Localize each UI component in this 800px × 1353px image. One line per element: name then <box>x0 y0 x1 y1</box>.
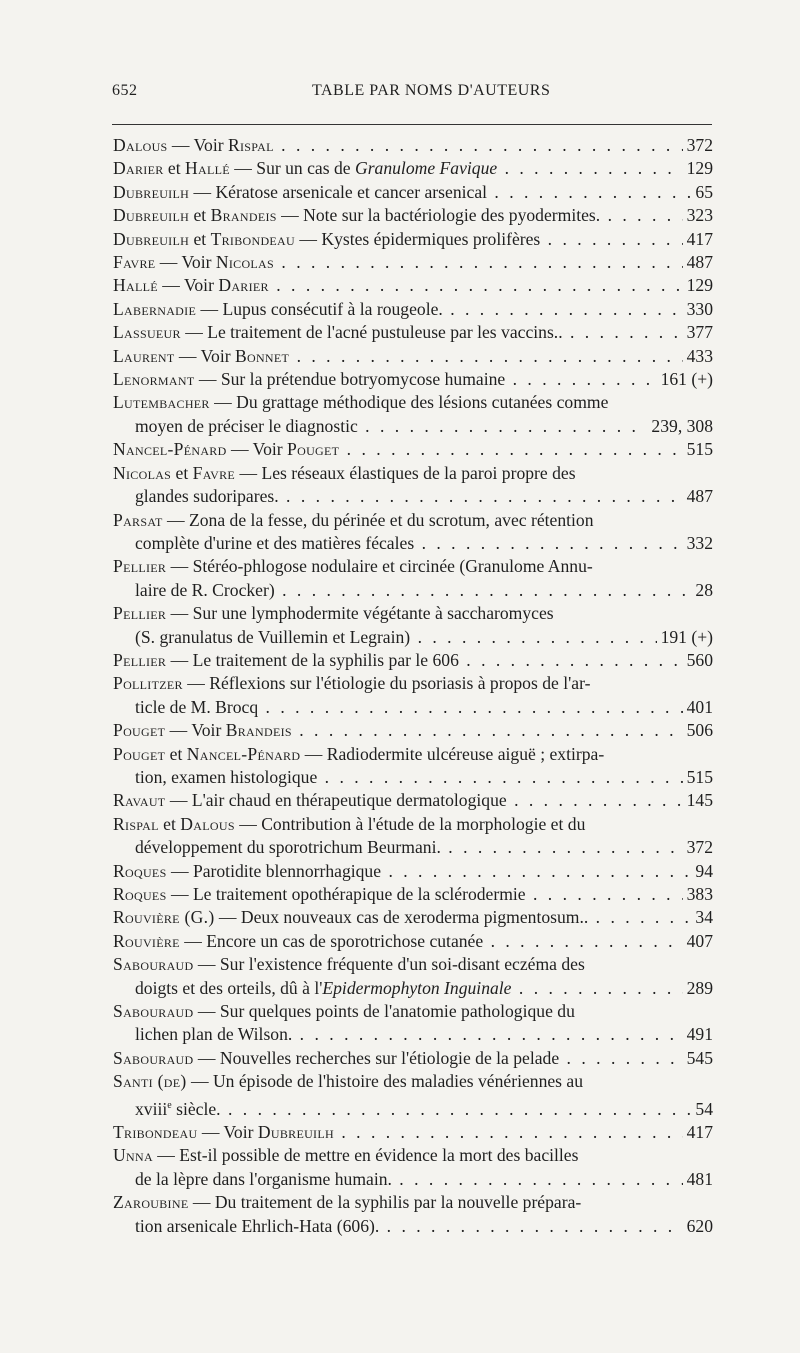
entry-line <box>113 953 713 976</box>
page-reference: 417 <box>686 1121 713 1142</box>
entry-text <box>135 1215 683 1238</box>
page-reference: 560 <box>686 649 713 670</box>
entry-line <box>113 672 713 695</box>
entry-line <box>113 883 713 906</box>
entry-text <box>113 181 691 204</box>
entry-line <box>113 438 713 461</box>
author-name: Dalous <box>180 813 235 834</box>
page-reference: 54 <box>695 1098 713 1119</box>
page-reference: 620 <box>686 1215 713 1236</box>
page-reference: 487 <box>686 252 713 273</box>
entry-text <box>113 954 585 974</box>
entry-line <box>113 1000 713 1023</box>
entry-title: — Encore un cas de sporotrichose cutanée <box>179 930 484 951</box>
entry-line <box>113 181 713 204</box>
page-reference: 491 <box>686 1024 713 1045</box>
entry-title: — Du grattage méthodique des lésions cutanées comme <box>209 392 609 413</box>
page-reference: 481 <box>686 1168 713 1189</box>
author-name: Dubreuilh <box>113 181 190 202</box>
entry-text <box>135 1023 683 1046</box>
index-entry <box>113 860 713 883</box>
page-reference: 145 <box>686 790 713 811</box>
author-name: Dubreuilh <box>113 228 190 249</box>
author-joiner: et <box>165 743 187 764</box>
entry-title: siècle. <box>171 1098 221 1119</box>
entry-line <box>113 1023 713 1046</box>
author-joiner: et <box>189 228 211 249</box>
entry-line <box>113 906 713 929</box>
page-reference: 407 <box>686 930 713 951</box>
entry-text <box>113 321 683 344</box>
author-name: Roques <box>113 860 167 881</box>
index-entry <box>113 813 713 860</box>
page-reference: 129 <box>686 275 713 296</box>
entry-line <box>113 813 713 836</box>
entry-text <box>113 134 683 157</box>
entry-title: moyen de préciser le diagnostic <box>135 415 358 436</box>
entry-line <box>113 1121 713 1144</box>
entry-text <box>113 930 683 953</box>
entry-line <box>113 1070 713 1093</box>
entry-title: — Voir <box>167 135 228 155</box>
page-reference: 545 <box>686 1047 713 1068</box>
author-name: Labernadie <box>113 298 197 319</box>
entry-line <box>113 134 713 157</box>
page-reference: 515 <box>686 766 713 787</box>
entry-title: — Voir <box>174 345 235 366</box>
index-entry <box>113 204 713 227</box>
entry-title: — Réflexions sur l'étiologie du psoriasis à propos de l'ar- <box>182 673 591 694</box>
entry-title: — Le traitement opothérapique de la sclérodermie <box>166 884 526 904</box>
entry-line <box>113 391 713 414</box>
entry-title: ticle de M. Brocq <box>135 696 259 717</box>
entry-text <box>113 556 593 576</box>
entry-title: (S. granulatus de Vuillemin et Legrain) <box>135 626 411 647</box>
entry-title: — Sur un cas de <box>229 158 355 179</box>
author-name: Santi (de) <box>113 1071 187 1092</box>
entry-text <box>113 345 683 368</box>
index-entry <box>113 391 713 438</box>
page-reference: 34 <box>695 907 713 928</box>
author-index-list <box>113 134 713 1238</box>
entry-text <box>113 883 683 906</box>
entry-text <box>113 438 683 461</box>
cross-reference: Rispal <box>227 135 274 155</box>
author-name: Roques <box>113 884 167 904</box>
author-name: Nancel-Pénard <box>186 743 301 764</box>
entry-title: — Lupus consécutif à la rougeole. <box>196 298 443 319</box>
author-name: Lenormant <box>113 369 195 390</box>
entry-title: — Du traitement de la syphilis par la nouvelle prépara- <box>188 1192 582 1213</box>
entry-title: — Deux nouveaux cas de xeroderma pigmentosum.. <box>214 907 589 928</box>
index-entry <box>113 1121 713 1144</box>
entry-line <box>113 532 713 555</box>
entry-title: — Sur une lymphodermite végétante à saccharomyces <box>166 603 554 624</box>
entry-text <box>113 1121 683 1144</box>
author-name: Lassueur <box>113 322 181 343</box>
entry-line <box>113 930 713 953</box>
author-joiner: et <box>171 462 193 483</box>
entry-line <box>113 1191 713 1214</box>
entry-title: — Le traitement de l'acné pustuleuse par les vaccins.. <box>180 322 563 343</box>
entry-line <box>113 345 713 368</box>
entry-text <box>113 744 604 764</box>
author-name: Rispal <box>113 813 159 834</box>
author-name: Pellier <box>113 556 167 577</box>
entry-line <box>113 743 713 766</box>
author-name: Brandeis <box>210 205 277 226</box>
index-entry <box>113 345 713 368</box>
entry-title: développement du sporotrichum Beurmani. <box>135 837 441 858</box>
entry-text <box>113 649 683 672</box>
author-name: Lutembacher <box>113 392 210 413</box>
cross-reference: Bonnet <box>234 345 290 366</box>
entry-line <box>113 228 713 251</box>
author-name: Pouget <box>113 743 166 764</box>
entry-line <box>113 579 713 602</box>
index-entry <box>113 906 713 929</box>
superscript: e <box>167 1099 172 1111</box>
cross-reference: Brandeis <box>225 720 292 741</box>
entry-title: — Zona de la fesse, du périnée et du scrotum, avec rétention <box>162 509 594 530</box>
page-reference: 129 <box>686 158 713 179</box>
index-entry <box>113 368 713 391</box>
entry-line <box>113 368 713 391</box>
entry-text <box>113 1001 575 1021</box>
entry-line <box>113 1047 713 1070</box>
header-rule <box>112 124 712 125</box>
entry-text <box>135 415 647 438</box>
entry-title-italic: Granulome Favique <box>354 158 498 179</box>
index-entry <box>113 157 713 180</box>
entry-text <box>113 906 691 929</box>
author-name: Tribondeau <box>113 1121 198 1142</box>
entry-line <box>113 649 713 672</box>
entry-title: lichen plan de Wilson. <box>135 1024 293 1045</box>
author-joiner: et <box>163 158 186 179</box>
page-reference: 94 <box>695 860 713 881</box>
entry-title: complète d'urine et des matières fécales <box>135 532 415 553</box>
entry-title: — Sur la prétendue botryomycose humaine <box>194 369 506 390</box>
entry-line <box>113 696 713 719</box>
page-reference: 372 <box>686 837 713 858</box>
author-joiner: et <box>158 813 181 834</box>
entry-title: — Voir <box>197 1121 258 1142</box>
entry-text <box>113 463 576 483</box>
entry-title: glandes sudoripares. <box>135 486 279 507</box>
entry-title-italic: Epidermophyton Inguinale <box>322 977 512 998</box>
author-name: Pouget <box>113 720 166 741</box>
page-reference: 332 <box>686 532 713 553</box>
entry-title: — Un épisode de l'histoire des maladies vénériennes au <box>186 1071 584 1092</box>
entry-text <box>113 1071 583 1091</box>
cross-reference: Pouget <box>287 439 340 460</box>
author-name: Nicolas <box>113 462 172 483</box>
entry-text <box>135 485 683 508</box>
index-entry <box>113 438 713 461</box>
entry-text <box>113 719 683 742</box>
page-reference: 487 <box>686 486 713 507</box>
entry-text <box>135 977 683 1000</box>
entry-line <box>113 719 713 742</box>
entry-text <box>135 766 683 789</box>
entry-line <box>113 204 713 227</box>
entry-title: — Nouvelles recherches sur l'étiologie de la pelade <box>193 1047 560 1068</box>
index-entry <box>113 181 713 204</box>
author-name: Hallé <box>185 158 230 179</box>
entry-text <box>113 204 683 227</box>
page-reference: 191 (+) <box>660 626 713 647</box>
entry-text <box>135 579 691 602</box>
index-entry <box>113 274 713 297</box>
author-name: Rouvière (G.) <box>113 907 215 928</box>
entry-title: — Voir <box>155 252 216 273</box>
entry-text <box>113 789 683 812</box>
author-name: Unna <box>113 1145 153 1166</box>
entry-title: — Contribution à l'étude de la morphologie et du <box>234 813 586 834</box>
entry-text <box>135 1094 691 1121</box>
entry-text <box>113 1192 581 1212</box>
entry-title: — Parotidite blennorrhagique <box>166 860 382 881</box>
page-reference: 239, 308 <box>651 415 713 436</box>
entry-text <box>113 860 691 883</box>
page-header <box>112 82 712 106</box>
page-reference: 515 <box>686 439 713 460</box>
author-name: Parsat <box>113 509 163 530</box>
entry-line <box>113 485 713 508</box>
entry-title: de la lèpre dans l'organisme humain. <box>135 1168 392 1189</box>
entry-text <box>135 836 683 859</box>
entry-line <box>113 789 713 812</box>
entry-text <box>113 603 554 623</box>
author-name: Tribondeau <box>210 228 295 249</box>
entry-line <box>113 251 713 274</box>
index-entry <box>113 555 713 602</box>
author-name: Nancel-Pénard <box>113 439 227 460</box>
page-reference: 289 <box>686 977 713 998</box>
page-reference: 433 <box>686 345 713 366</box>
page-reference: 417 <box>686 228 713 249</box>
entry-title: — L'air chaud en thérapeutique dermatologique <box>165 790 507 811</box>
author-name: Hallé <box>113 275 158 296</box>
entry-line <box>113 298 713 321</box>
entry-title: — Est-il possible de mettre en évidence la mort des bacilles <box>152 1145 579 1166</box>
entry-text <box>135 1168 683 1191</box>
entry-title: — Sur l'existence fréquente d'un soi-disant eczéma des <box>193 954 585 975</box>
page-reference: 372 <box>686 135 713 155</box>
author-name: Zaroubine <box>113 1192 189 1213</box>
entry-title: — Voir <box>165 720 226 741</box>
index-entry <box>113 298 713 321</box>
author-name: Pollitzer <box>113 673 183 694</box>
entry-line <box>113 1144 713 1167</box>
author-name: Pellier <box>113 649 167 670</box>
entry-text <box>113 1047 683 1070</box>
page-reference: 383 <box>686 884 713 904</box>
index-entry <box>113 719 713 742</box>
entry-title: laire de R. Crocker) <box>135 579 275 600</box>
author-name: Dubreuilh <box>113 205 190 226</box>
index-entry <box>113 134 713 157</box>
index-entry <box>113 930 713 953</box>
page-number: 652 <box>112 82 138 99</box>
entry-title: — Voir <box>157 275 219 296</box>
index-entry <box>113 883 713 906</box>
author-name: Dalous <box>113 135 168 155</box>
entry-line <box>113 462 713 485</box>
author-name: Pellier <box>113 603 167 624</box>
entry-line <box>113 157 713 180</box>
entry-text <box>135 532 683 555</box>
entry-title: tion arsenicale Ehrlich-Hata (606). <box>135 1215 380 1236</box>
page-reference: 161 (+) <box>660 369 713 390</box>
index-entry <box>113 743 713 790</box>
author-name: Favre <box>113 252 156 273</box>
entry-line <box>113 836 713 859</box>
entry-title: — Les réseaux élastiques de la paroi propre des <box>235 462 576 483</box>
entry-line <box>113 321 713 344</box>
author-name: Darier <box>113 158 164 179</box>
entry-title: — Le traitement de la syphilis par le 606 <box>166 649 459 670</box>
running-title: TABLE PAR NOMS D'AUTEURS <box>312 82 551 99</box>
entry-title: — Note sur la bactériologie des pyodermites. <box>276 205 601 226</box>
cross-reference: Dubreuilh <box>257 1121 334 1142</box>
entry-line <box>113 274 713 297</box>
entry-line <box>113 860 713 883</box>
page-reference: 28 <box>695 579 713 600</box>
entry-line <box>113 1094 713 1121</box>
author-name: Laurent <box>113 345 175 366</box>
index-entry <box>113 509 713 556</box>
entry-line <box>113 415 713 438</box>
entry-title: tion, examen histologique <box>135 766 318 787</box>
page-reference: 65 <box>695 181 713 202</box>
entry-text <box>113 228 683 251</box>
entry-text <box>135 626 657 649</box>
entry-text <box>113 510 594 530</box>
page-reference: 330 <box>686 298 713 319</box>
index-entry <box>113 1144 713 1191</box>
index-entry <box>113 649 713 672</box>
index-entry <box>113 1070 713 1121</box>
index-entry <box>113 602 713 649</box>
entry-title: — Sur quelques points de l'anatomie pathologique du <box>193 1001 575 1022</box>
entry-title: doigts et des orteils, dû à l' <box>135 977 323 998</box>
index-entry <box>113 321 713 344</box>
index-entry <box>113 251 713 274</box>
entry-text <box>135 696 683 719</box>
entry-title: — Kératose arsenicale et cancer arsenical <box>189 181 488 202</box>
author-name: Rouvière <box>113 930 180 951</box>
author-name: Sabouraud <box>113 954 194 975</box>
entry-text <box>113 368 657 391</box>
index-entry <box>113 1191 713 1238</box>
entry-text <box>113 157 683 180</box>
author-name: Favre <box>192 462 236 483</box>
entry-text <box>113 1145 578 1165</box>
index-entry <box>113 953 713 1000</box>
entry-title: — Kystes épidermiques prolifères <box>295 228 541 249</box>
author-name: Sabouraud <box>113 1001 194 1022</box>
index-entry <box>113 462 713 509</box>
index-entry <box>113 789 713 812</box>
page-reference: 323 <box>686 205 713 226</box>
entry-line <box>113 1215 713 1238</box>
entry-text <box>113 673 590 693</box>
entry-line <box>113 509 713 532</box>
cross-reference: Darier <box>218 275 269 296</box>
entry-text <box>113 251 683 274</box>
entry-line <box>113 602 713 625</box>
entry-line <box>113 1168 713 1191</box>
page-reference: 377 <box>686 322 713 343</box>
entry-line <box>113 977 713 1000</box>
entry-title: — Stéréo-phlogose nodulaire et circinée (Granulome Annu- <box>166 556 593 577</box>
index-entry <box>113 228 713 251</box>
entry-line <box>113 626 713 649</box>
entry-text <box>113 298 683 321</box>
entry-text <box>113 274 683 297</box>
entry-title: — Voir <box>226 439 288 460</box>
cross-reference: Nicolas <box>215 252 275 273</box>
author-joiner: et <box>189 205 211 226</box>
entry-title: — Radiodermite ulcéreuse aiguë ; extirpa- <box>300 743 605 764</box>
entry-title: xviii <box>135 1098 168 1119</box>
index-entry <box>113 1047 713 1070</box>
page-reference: 401 <box>686 696 713 717</box>
entry-line <box>113 766 713 789</box>
index-entry <box>113 1000 713 1047</box>
entry-line <box>113 555 713 578</box>
index-entry <box>113 672 713 719</box>
page-reference: 506 <box>686 720 713 741</box>
entry-text <box>113 392 608 412</box>
author-name: Sabouraud <box>113 1047 194 1068</box>
author-name: Ravaut <box>113 790 166 811</box>
entry-text <box>113 814 585 834</box>
